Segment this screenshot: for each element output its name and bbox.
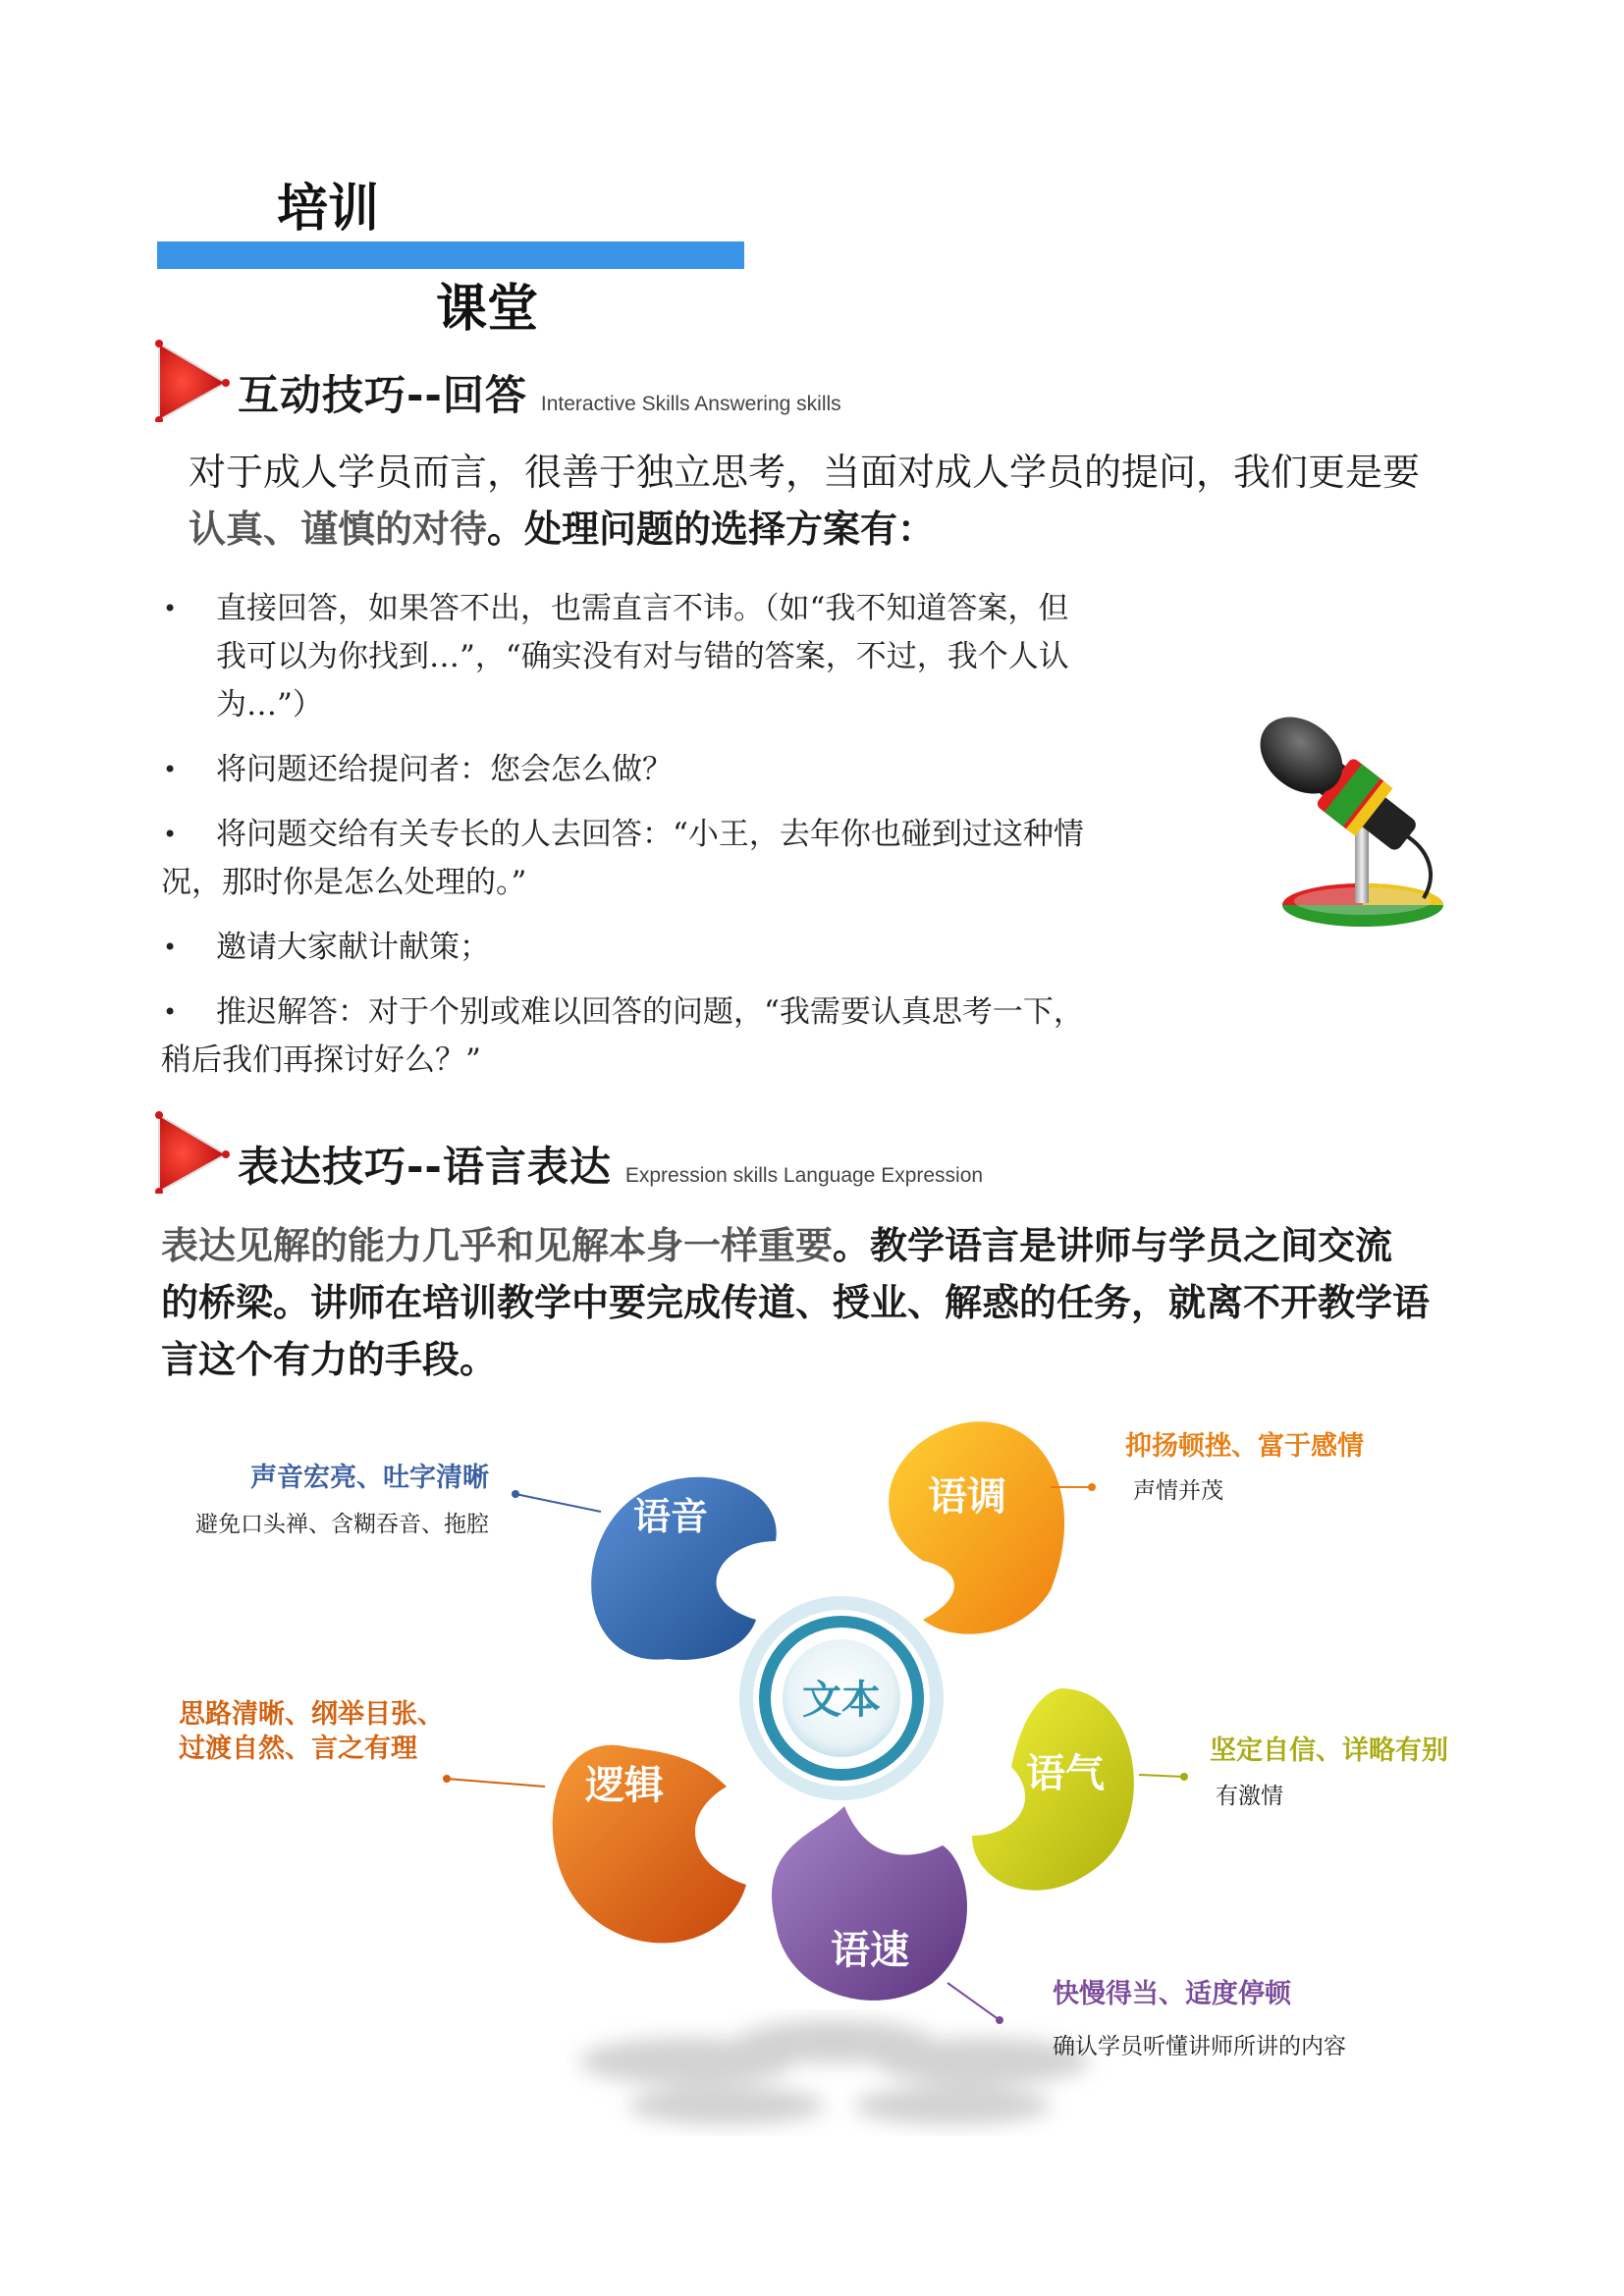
list-item xyxy=(161,988,1192,1085)
title-underline-bar xyxy=(157,241,744,269)
section2-title: 表达技巧--语言表达 xyxy=(238,1143,612,1191)
list-item-line: 邀请大家献计献策； xyxy=(216,930,490,965)
bullet-dot-icon: • xyxy=(163,998,178,1026)
section1-subtitle-en: Interactive Skills Answering skills xyxy=(540,393,841,415)
bullet-dot-icon: • xyxy=(163,934,178,961)
section1-lead-highlight: 认真、谨慎的对待 xyxy=(189,507,488,551)
annotation-yudiao-heading: 抑扬顿挫、富于感情 xyxy=(1125,1431,1364,1462)
answer-options-list xyxy=(161,585,1192,1101)
petal-label-yusu: 语速 xyxy=(831,1928,909,1973)
list-item xyxy=(161,746,1192,794)
list-item xyxy=(161,585,1192,729)
annotation-yuqi-sub: 有激情 xyxy=(1216,1784,1283,1809)
section1-lead-text2: 。处理问题的选择方案有： xyxy=(487,507,936,551)
list-item-line: 将问题还给提问者：您会怎么做？ xyxy=(216,752,673,787)
list-item-line: 为…”） xyxy=(216,687,323,722)
microphone-icon xyxy=(1218,687,1473,942)
section1-title: 互动技巧--回答 xyxy=(238,371,527,419)
list-item-line: 将问题交给有关专长的人去回答：“小王，去年你也碰到过这种情 xyxy=(216,817,1084,852)
list-item xyxy=(161,924,1192,972)
list-item-line: 我可以为你找到…”，“确实没有对与错的答案，不过，我个人认 xyxy=(216,639,1069,674)
annotation-yudiao-sub: 声情并茂 xyxy=(1133,1478,1223,1504)
language-expression-diagram xyxy=(0,1374,1624,2160)
list-item-line: 况，那时你是怎么处理的。” xyxy=(161,865,527,900)
petal-label-yudiao: 语调 xyxy=(928,1474,1006,1520)
annotation-luoji-heading2: 过渡自然、言之有理 xyxy=(179,1734,417,1764)
petal-yudiao xyxy=(889,1421,1064,1633)
section1-lead xyxy=(189,444,1504,558)
list-item-line: 直接回答，如果答不出，也需直言不讳。（如“我不知道答案，但 xyxy=(216,591,1069,626)
center-label: 文本 xyxy=(802,1678,881,1723)
annotation-yusu-sub: 确认学员听懂讲师所讲的内容 xyxy=(1053,2034,1346,2059)
annotation-luoji-heading1: 思路清晰、纲举目张、 xyxy=(179,1699,444,1730)
list-item-line: 稍后我们再探讨好么？” xyxy=(161,1042,481,1078)
section2-lead-text1: 。教学语言是讲师与学员之间交流 xyxy=(833,1224,1393,1267)
page-title-line1: 培训 xyxy=(277,180,380,239)
list-item xyxy=(161,811,1192,907)
annotation-yuqi-heading: 坚定自信、详略有别 xyxy=(1210,1735,1448,1766)
page-title-line2: 课堂 xyxy=(436,280,539,339)
bullet-dot-icon: • xyxy=(163,756,178,783)
section2-lead xyxy=(161,1217,1516,1388)
red-arrow-icon xyxy=(147,338,232,422)
petal-label-yuqi: 语气 xyxy=(1026,1751,1105,1796)
bullet-dot-icon: • xyxy=(163,821,178,848)
petal-label-yuyin: 语音 xyxy=(632,1495,709,1538)
red-arrow-icon xyxy=(147,1109,232,1194)
annotation-yuyin-sub: 避免口头禅、含糊吞音、拖腔 xyxy=(195,1512,489,1537)
list-item-line: 推迟解答：对于个别或难以回答的问题，“我需要认真思考一下， xyxy=(216,994,1084,1030)
bullet-dot-icon: • xyxy=(163,595,178,622)
section2-lead-text2: 的桥梁。讲师在培训教学中要完成传道、授业、解惑的任务，就离不开教学语 xyxy=(161,1281,1431,1324)
section2-lead-highlight: 表达见解的能力几乎和见解本身一样重要 xyxy=(161,1224,834,1267)
diagram-shadow xyxy=(579,2020,1090,2125)
petal-label-luoji: 逻辑 xyxy=(585,1763,664,1808)
section2-lead-text3: 言这个有力的手段。 xyxy=(161,1338,498,1381)
section1-header xyxy=(147,338,841,422)
section2-header xyxy=(147,1109,983,1194)
annotation-yusu-heading: 快慢得当、适度停顿 xyxy=(1053,1979,1291,2009)
annotation-yuyin-heading: 声音宏亮、吐字清晰 xyxy=(250,1463,489,1493)
section2-subtitle-en: Expression skills Language Expression xyxy=(624,1164,984,1187)
section1-lead-text1: 对于成人学员而言，很善于独立思考，当面对成人学员的提问，我们更是要 xyxy=(189,451,1421,494)
